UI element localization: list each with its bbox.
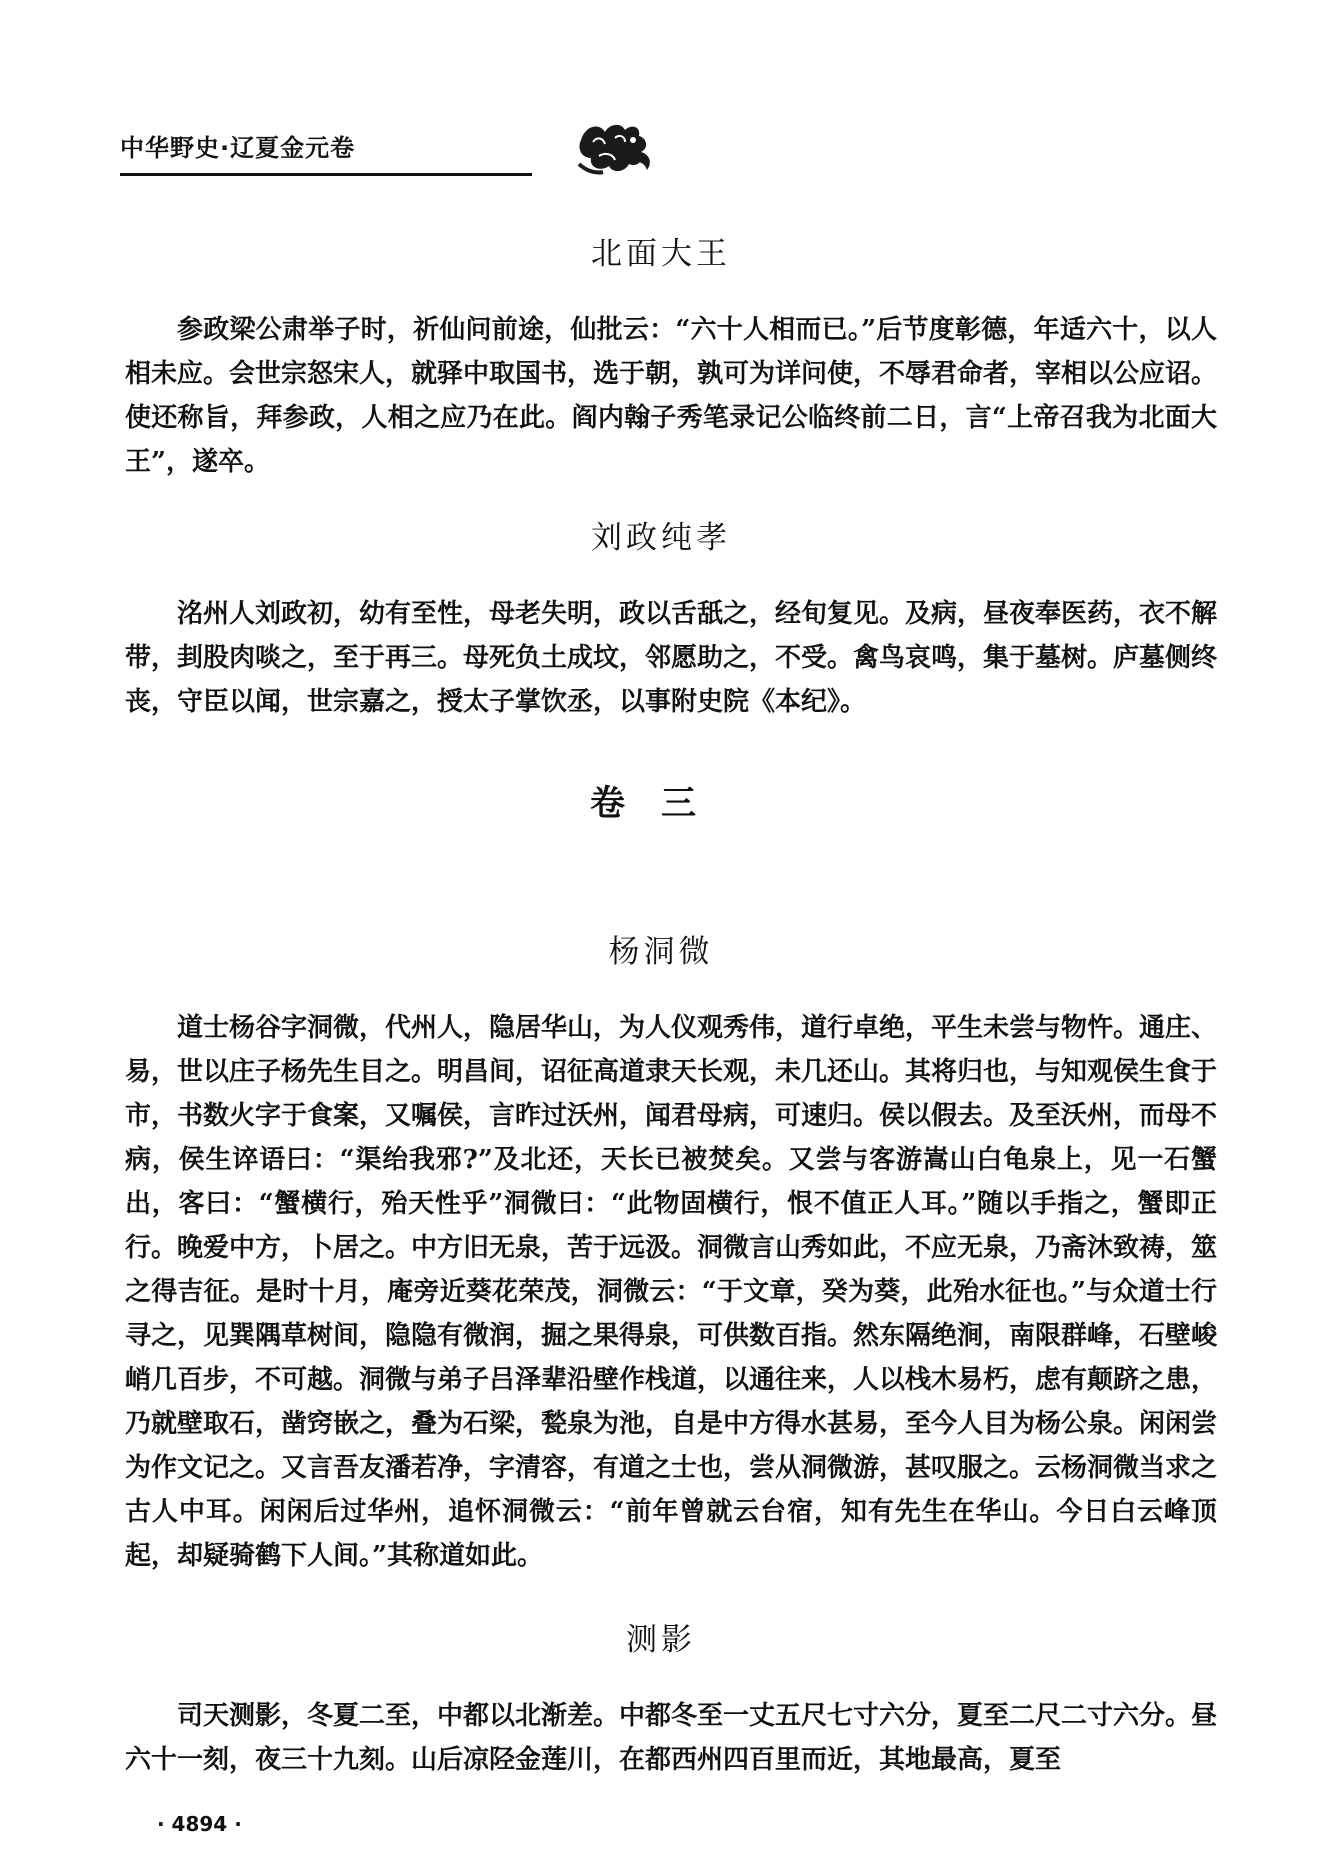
dragon-icon — [575, 118, 657, 178]
section-title-ceying: 测影 — [626, 1622, 696, 1658]
paragraph-liuzheng: 洺州人刘政初，幼有至性，母老失明，政以舌舐之，经旬复见。及病，昼夜奉医药，衣不解带，刲股肉啖之，至于再三。母死负土成坟，邻愿助之，不受。禽鸟哀鸣，集于墓树。庐墓侧终丧，守臣以闻，世宗嘉之，授太子掌饮丞，以事附史院《本纪》。 — [125, 599, 1218, 717]
chapter-title-juan: 卷三 — [589, 784, 732, 824]
section-title-liuzheng: 刘政纯孝 — [591, 520, 731, 556]
header-rule — [120, 173, 532, 176]
running-header — [120, 118, 540, 180]
section-title-yangdongwei: 杨洞微 — [608, 934, 714, 970]
book-title: 中华野史·辽夏金元卷 — [120, 134, 356, 162]
page-number: · 4894 · — [157, 1812, 242, 1836]
section-title-beimian: 北面大王 — [591, 236, 731, 272]
paragraph-yangdongwei: 道士杨谷字洞微，代州人，隐居华山，为人仪观秀伟，道行卓绝，平生未尝与物忤。通庄、易，世以庄子杨先生目之。明昌间，诏征高道隶天长观，未几还山。其将归也，与知观侯生食于市，书数火字于食案，又嘱侯，言昨过沃州，闻君母病，可速归。侯以假去。及至沃州，而母不病，侯生谇语曰：“渠绐我邪?”及北还，天长已被焚矣。又尝与客游嵩山白龟泉上，见一石蟹出，客曰：“蟹横行，殆天性乎”洞微曰：“此物固横行，恨不值正人耳。”随以手指之，蟹即正行。晚爱中方，卜居之。中方旧无泉，苦于远汲。洞微言山秀如此，不应无泉，乃斋沐致祷，筮之得吉征。是时十月，庵旁近葵花荣茂，洞微云：“于文章，癸为葵，此殆水征也。”与众道士行寻之，见巽隅草树间，隐隐有微润，掘之果得泉，可供数百指。然东隔绝涧，南限群峰，石壁峻峭几百步，不可越。洞微与弟子吕泽辈沿壁作栈道，以通往来，人以栈木易朽，虑有颠跻之患，乃就壁取石，凿窍嵌之，叠为石梁，甃泉为池，自是中方得水甚易，至今人目为杨公泉。闲闲尝为作文记之。又言吾友潘若净，字清容，有道之士也，尝从洞微游，甚叹服之。云杨洞微当求之古人中耳。闲闲后过华州，追怀洞微云：“前年曾就云台宿，知有先生在华山。今日白云峰顶起，却疑骑鹤下人间。”其称道如此。 — [125, 1013, 1218, 1571]
paragraph-ceying: 司天测影，冬夏二至，中都以北渐差。中都冬至一丈五尺七寸六分，夏至二尺二寸六分。昼六十一刻，夜三十九刻。山后凉陉金莲川，在都西州四百里而近，其地最高，夏至 — [125, 1701, 1218, 1775]
paragraph-beimian: 参政梁公肃举子时，祈仙问前途，仙批云：“六十人相而已。”后节度彰德，年适六十，以人相未应。会世宗怒宋人，就驿中取国书，选于朝，孰可为详问使，不辱君命者，宰相以公应诏。使还称旨，拜参政，人相之应乃在此。阎内翰子秀笔录记公临终前二日，言“上帝召我为北面大王”，遂卒。 — [125, 315, 1218, 477]
